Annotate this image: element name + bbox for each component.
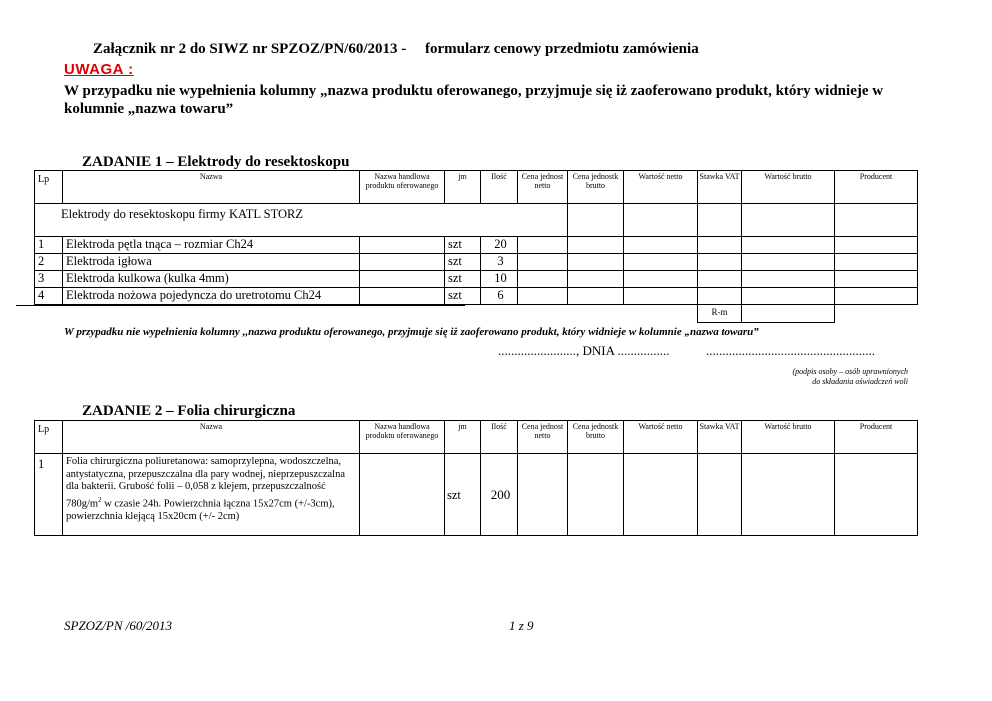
row-nazwa: Elektroda igłowa xyxy=(63,254,360,271)
row-cena-brutto[interactable] xyxy=(568,237,624,254)
col-jm: jm xyxy=(445,171,481,204)
row-stawka-vat[interactable] xyxy=(698,271,742,288)
row-ilosc: 10 xyxy=(481,271,518,288)
col-nazwa-handlowa: Nazwa handlowa produktu oferowanego xyxy=(360,171,445,204)
date-line: ........................, DNIA ................ xyxy=(498,343,670,358)
page-number: 1 z 9 xyxy=(509,618,534,633)
row-wartosc-netto[interactable] xyxy=(624,254,698,271)
row-wartosc-netto[interactable] xyxy=(624,271,698,288)
row-producent[interactable] xyxy=(835,271,918,288)
row-nazwa-handlowa[interactable] xyxy=(360,254,445,271)
middle-note: W przypadku nie wypełnienia kolumny ,,nazwa produktu oferowanego, przyjmuje się iż zaoferowano produkt, który widnieje w kolumnie „nazwa towaru” xyxy=(64,326,759,338)
table-row xyxy=(35,271,918,288)
row-wartosc-netto[interactable] xyxy=(624,237,698,254)
row-cena-brutto[interactable] xyxy=(568,271,624,288)
row-wartosc-brutto[interactable] xyxy=(742,271,835,288)
col-wartosc-brutto: Wartość brutto xyxy=(742,171,835,204)
col-ilosc: Ilość xyxy=(481,421,518,454)
row-cena-netto[interactable] xyxy=(518,288,568,305)
row-cena-netto[interactable] xyxy=(518,254,568,271)
row-wartosc-brutto[interactable] xyxy=(742,454,835,536)
table-row xyxy=(35,237,918,254)
task2-title: ZADANIE 2 – Folia chirurgiczna xyxy=(82,403,296,419)
col-lp: Lp xyxy=(35,171,63,204)
row-producent[interactable] xyxy=(835,254,918,271)
col-jm: jm xyxy=(445,421,481,454)
row-cena-netto[interactable] xyxy=(518,454,568,536)
col-stawka-vat: Stawka VAT xyxy=(698,421,742,454)
row-stawka-vat[interactable] xyxy=(698,237,742,254)
row-cena-netto[interactable] xyxy=(518,237,568,254)
row-ilosc: 3 xyxy=(481,254,518,271)
row-jm: szt xyxy=(445,271,481,288)
col-cena-netto: Cena jednost netto xyxy=(518,421,568,454)
row-ilosc: 20 xyxy=(481,237,518,254)
task1-table xyxy=(34,170,918,323)
warning-label: UWAGA : xyxy=(64,61,134,78)
col-nazwa: Nazwa xyxy=(63,171,360,204)
col-wartosc-brutto: Wartość brutto xyxy=(742,421,835,454)
col-wartosc-netto: Wartość netto xyxy=(624,421,698,454)
row-nazwa-handlowa[interactable] xyxy=(360,454,445,536)
row-cena-brutto[interactable] xyxy=(568,254,624,271)
page-title: Załącznik nr 2 do SIWZ nr SPZOZ/PN/60/2013 - formularz cenowy przedmiotu zamówienia xyxy=(93,41,699,57)
task2-table xyxy=(34,420,918,536)
row-nazwa-handlowa[interactable] xyxy=(360,237,445,254)
row-wartosc-netto[interactable] xyxy=(624,288,698,305)
divider-line xyxy=(16,305,465,306)
signature-caption: (podpis osoby – osób uprawnionych do składania oświadczeń woli xyxy=(792,367,908,386)
row-stawka-vat[interactable] xyxy=(698,288,742,305)
row-wartosc-brutto[interactable] xyxy=(742,237,835,254)
col-nazwa: Nazwa xyxy=(63,421,360,454)
col-cena-brutto: Cena jednostk brutto xyxy=(568,421,624,454)
col-wartosc-netto: Wartość netto xyxy=(624,171,698,204)
col-producent: Producent xyxy=(835,171,918,204)
row-nazwa: Elektroda kulkowa (kulka 4mm) xyxy=(63,271,360,288)
col-cena-brutto: Cena jednostk brutto xyxy=(568,171,624,204)
rm-label: R-m xyxy=(698,305,742,323)
row-lp: 4 xyxy=(35,288,63,305)
table-row xyxy=(35,288,918,305)
row-nazwa-handlowa[interactable] xyxy=(360,271,445,288)
row-jm: szt xyxy=(445,454,481,536)
row-nazwa: Elektroda nożowa pojedyncza do uretrotomu Ch24 xyxy=(63,288,360,305)
group-row-label: Elektrody do resektoskopu firmy KATL STORZ xyxy=(35,204,518,237)
row-wartosc-netto[interactable] xyxy=(624,454,698,536)
row-wartosc-brutto[interactable] xyxy=(742,288,835,305)
row-stawka-vat[interactable] xyxy=(698,254,742,271)
rm-total-brutto[interactable] xyxy=(742,305,835,323)
col-ilosc: Ilość xyxy=(481,171,518,204)
col-lp: Lp xyxy=(35,421,63,454)
row-stawka-vat[interactable] xyxy=(698,454,742,536)
row-jm: szt xyxy=(445,237,481,254)
row-ilosc: 6 xyxy=(481,288,518,305)
row-ilosc: 200 xyxy=(481,454,518,536)
col-stawka-vat: Stawka VAT xyxy=(698,171,742,204)
col-nazwa-handlowa: Nazwa handlowa produktu oferowanego xyxy=(360,421,445,454)
row-wartosc-brutto[interactable] xyxy=(742,254,835,271)
table-row xyxy=(35,454,918,536)
row-cena-netto[interactable] xyxy=(518,271,568,288)
row-lp: 3 xyxy=(35,271,63,288)
row-nazwa: Elektroda pętla tnąca – rozmiar Ch24 xyxy=(63,237,360,254)
col-cena-netto: Cena jednost netto xyxy=(518,171,568,204)
col-producent: Producent xyxy=(835,421,918,454)
row-jm: szt xyxy=(445,254,481,271)
row-cena-brutto[interactable] xyxy=(568,288,624,305)
footer-doc-number: SPZOZ/PN /60/2013 xyxy=(64,618,172,633)
row-producent[interactable] xyxy=(835,288,918,305)
signature-line: .................................................... xyxy=(706,343,875,358)
row-lp: 1 xyxy=(35,454,63,536)
row-lp: 2 xyxy=(35,254,63,271)
row-lp: 1 xyxy=(35,237,63,254)
warning-note: W przypadku nie wypełnienia kolumny „nazwa produktu oferowanego, przyjmuje się iż zaoferowano produkt, który widnieje w kolumnie „nazwa towaru” xyxy=(64,83,884,117)
row-producent[interactable] xyxy=(835,454,918,536)
row-jm: szt xyxy=(445,288,481,305)
row-nazwa-handlowa[interactable] xyxy=(360,288,445,305)
task1-title: ZADANIE 1 – Elektrody do resektoskopu xyxy=(82,154,350,170)
table-row xyxy=(35,254,918,271)
row-producent[interactable] xyxy=(835,237,918,254)
row-cena-brutto[interactable] xyxy=(568,454,624,536)
row-nazwa: Folia chirurgiczna poliuretanowa: samoprzylepna, wodoszczelna, antystatyczna, przepuszczalna dla pary wodnej, nieprzepuszczalna dla bakterii. Grubość folii – 0,058 z klejem, przepuszczalność $780g/m^2$ w czasie 24h. Powierzchnia łączna 15x27cm (+/-3cm), powierzchnia klejącą 15x20cm (+/- 2cm) xyxy=(63,454,360,536)
